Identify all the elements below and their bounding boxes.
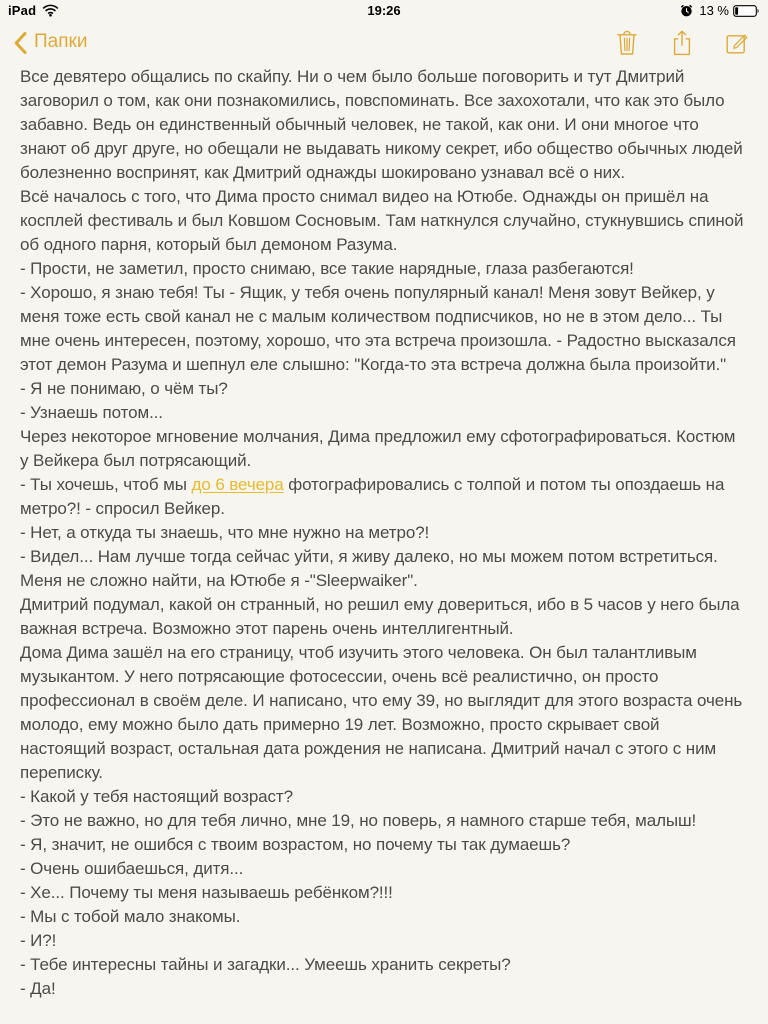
note-paragraph <box>20 185 748 257</box>
note-text: - Очень ошибаешься, дитя... <box>20 859 244 878</box>
trash-icon <box>615 29 639 56</box>
note-paragraph <box>20 425 748 473</box>
note-text: - Какой у тебя настоящий возраст? <box>20 787 293 806</box>
note-paragraph <box>20 377 748 401</box>
note-paragraph <box>20 881 748 905</box>
note-text: - Я, значит, не ошибся с твоим возрастом, но почему ты так думаешь? <box>20 835 571 854</box>
status-bar <box>0 0 768 21</box>
note-paragraph <box>20 977 748 1001</box>
note-text: - Тебе интересны тайны и загадки... Умеешь хранить секреты? <box>20 955 511 974</box>
note-paragraph <box>20 833 748 857</box>
share-button[interactable] <box>670 29 694 56</box>
chevron-left-icon <box>14 32 27 54</box>
compose-button[interactable] <box>725 30 750 55</box>
note-text: - Да! <box>20 979 56 998</box>
compose-icon <box>725 30 750 55</box>
note-text: Всё началось с того, что Дима просто снимал видео на Ютюбе. Однажды он пришёл на косплей фестиваль и был Ковшом Сосновым. Там наткнулся случайно, стукнувшись спиной об одного парня, который был демоном Разума. <box>20 187 744 254</box>
note-text: - Прости, не заметил, просто снимаю, все такие нарядные, глаза разбегаются! <box>20 259 634 278</box>
note-paragraph <box>20 641 748 785</box>
note-text: - Видел... Нам лучше тогда сейчас уйти, я живу далеко, но мы можем потом встретиться. Меня не сложно найти, на Ютюбе я -"Sleepwaiker". <box>20 547 718 590</box>
note-paragraph <box>20 809 748 833</box>
note-text: Дмитрий подумал, какой он странный, но решил ему довериться, ибо в 5 часов у него была важная встреча. Возможно этот парень очень интеллигентный. <box>20 595 740 638</box>
note-paragraph <box>20 401 748 425</box>
note-paragraph <box>20 905 748 929</box>
note-paragraph <box>20 281 748 377</box>
note-text: Дома Дима зашёл на его страницу, чтоб изучить этого человека. Он был талантливым музыкантом. У него потрясающие фотосессии, очень всё реалистично, он просто профессионал в своём деле. И написано, что ему 39, но выглядит для этого возраста очень молодо, ему можно было дать примерно 19 лет. Возможно, просто скрывает свой настоящий возраст, остальная дата рождения не написана. Дмитрий начал с этого с ним переписку. <box>20 643 743 782</box>
battery-icon <box>733 5 760 17</box>
status-bar-right <box>401 3 760 18</box>
back-button[interactable] <box>14 32 87 54</box>
note-text: - Хорошо, я знаю тебя! Ты - Ящик, у тебя очень популярный канал! Меня зовут Вейкер, у меня тоже есть свой канал не с малым количеством подписчиков, но не в этом дело... Ты мне очень интересен, поэтому, хорошо, что эта встреча произошла. - Радостно высказался этот демон Разума и шепнул еле слышно: "Когда-то эта встреча должна была произойти." <box>20 283 736 374</box>
note-paragraph <box>20 65 748 185</box>
note-paragraph <box>20 953 748 977</box>
battery-percent: 13 % <box>699 3 729 18</box>
device-label: iPad <box>8 3 37 18</box>
note-content[interactable] <box>0 64 768 1001</box>
note-paragraph <box>20 473 748 521</box>
note-text: - Нет, а откуда ты знаешь, что мне нужно на метро?! <box>20 523 430 542</box>
note-paragraph <box>20 929 748 953</box>
note-text: Все девятеро общались по скайпу. Ни о чем было больше поговорить и тут Дмитрий заговорил о том, как они познакомились, повспоминать. Все захохотали, что как это было забавно. Ведь он единственный обычный человек, не такой, как они. И они многое что знают об друг друге, но обещали не выдавать никому секрет, ибо общество обычных людей болезненно воспринят, как Дмитрий однажды шокировано узнавал всё о них. <box>20 67 743 182</box>
datetime-link[interactable]: до 6 вечера <box>191 475 284 494</box>
navigation-bar <box>0 21 768 64</box>
status-clock: 19:26 <box>367 3 401 18</box>
note-text: - И?! <box>20 931 57 950</box>
note-paragraph <box>20 545 748 593</box>
toolbar-actions <box>615 29 750 56</box>
note-paragraph <box>20 857 748 881</box>
status-bar-left <box>8 3 367 18</box>
note-text: фотографировались с толпой и потом ты опоздаешь на метро?! - спросил Вейкер. <box>20 475 725 518</box>
note-text: - Узнаешь потом... <box>20 403 163 422</box>
note-text: - Это не важно, но для тебя лично, мне 19, но поверь, я намного старше тебя, малыш! <box>20 811 697 830</box>
note-text: - Я не понимаю, о чём ты? <box>20 379 228 398</box>
back-button-label: Папки <box>34 30 88 52</box>
note-paragraph <box>20 521 748 545</box>
note-text: - Мы с тобой мало знакомы. <box>20 907 241 926</box>
note-text: - Ты хочешь, чтоб мы <box>20 475 192 494</box>
note-text: - Хе... Почему ты меня называешь ребёнком?!!! <box>20 883 393 902</box>
note-text: Через некоторое мгновение молчания, Дима предложил ему сфотографироваться. Костюм у Вейкера был потрясающий. <box>20 427 736 470</box>
note-paragraph <box>20 257 748 281</box>
delete-note-button[interactable] <box>615 29 639 56</box>
alarm-clock-icon <box>680 4 693 17</box>
share-icon <box>670 29 694 56</box>
note-paragraph <box>20 593 748 641</box>
wifi-icon <box>42 4 59 17</box>
note-paragraph <box>20 785 748 809</box>
